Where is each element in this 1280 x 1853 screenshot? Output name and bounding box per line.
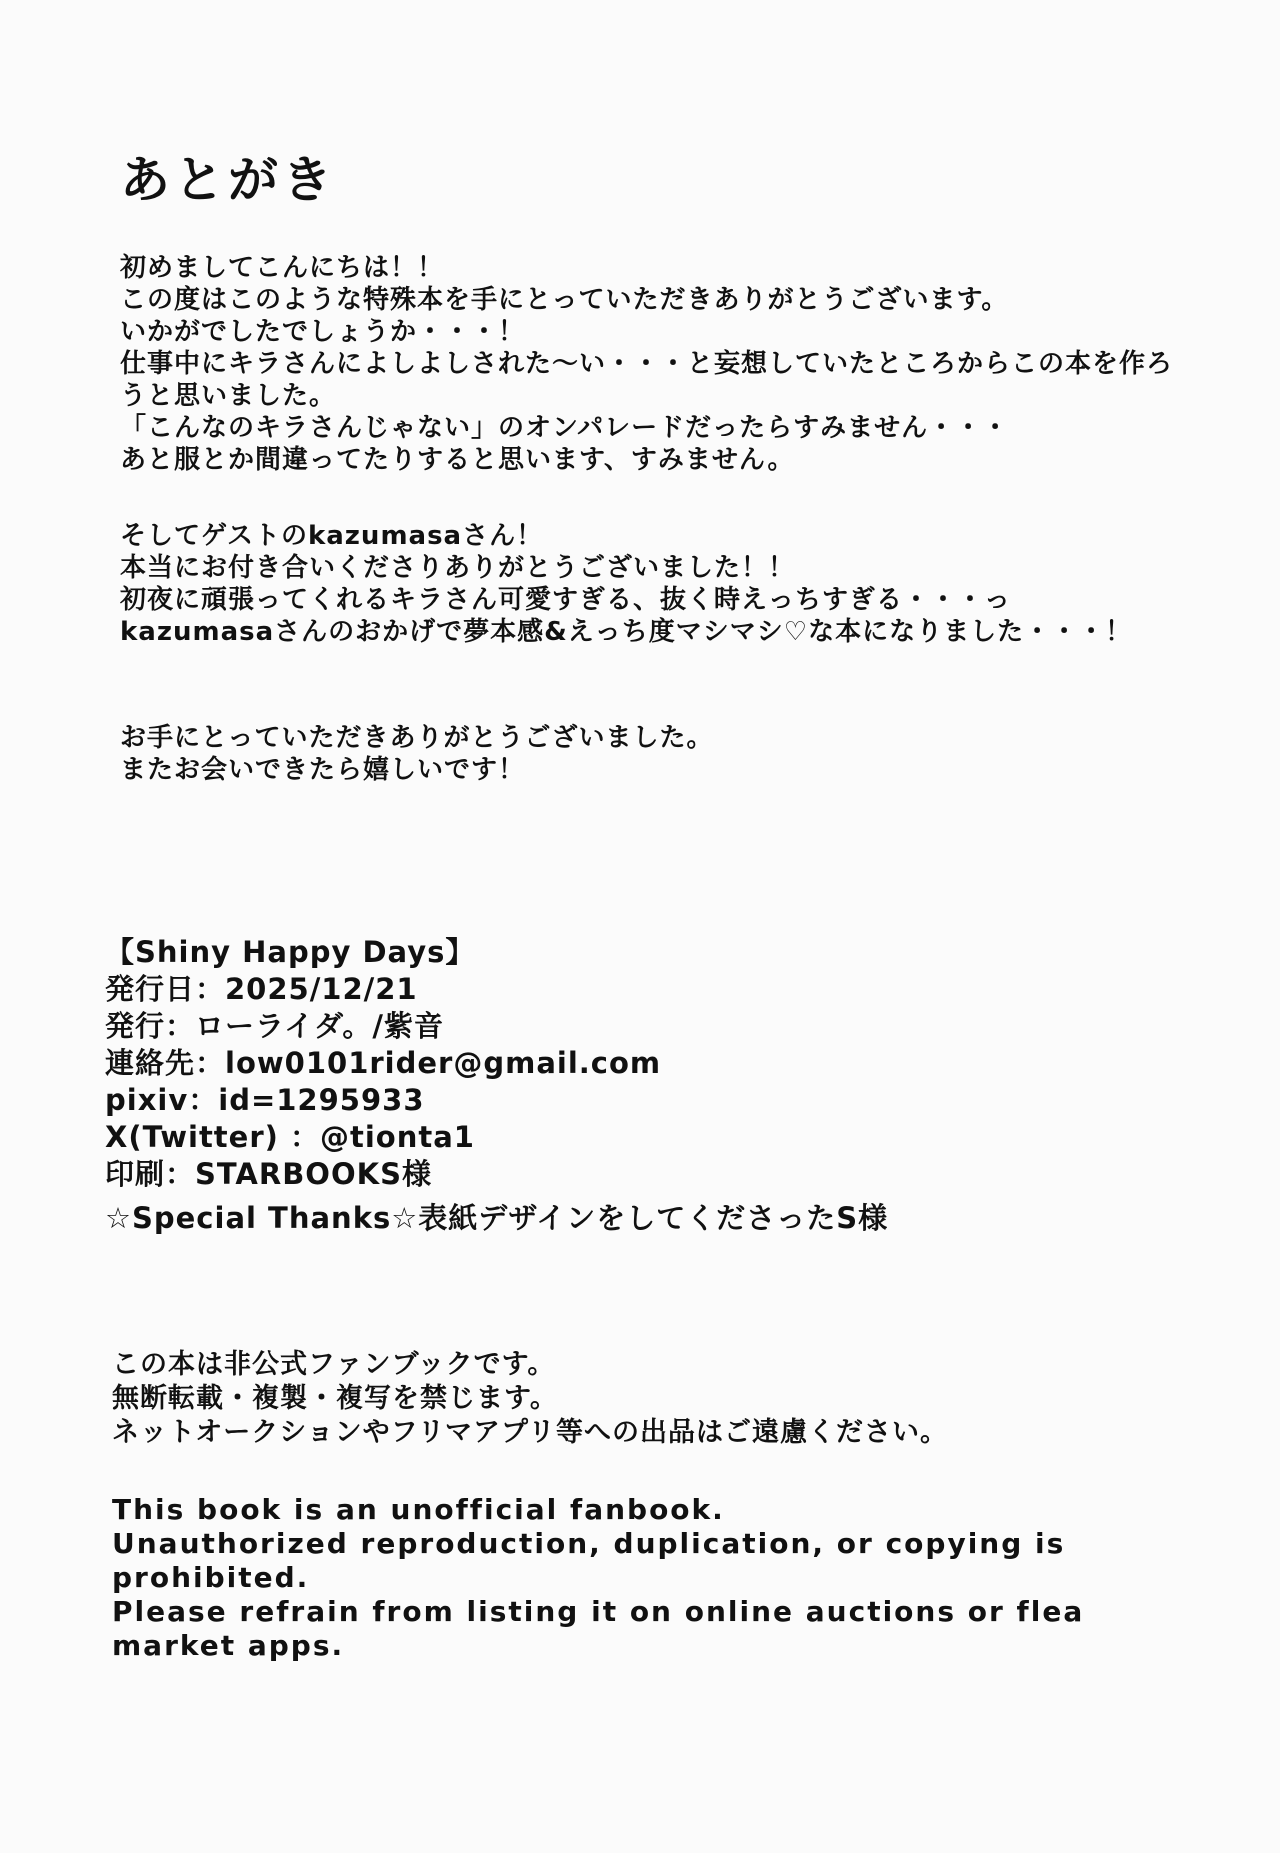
colophon-title: 【Shiny Happy Days】 [105,935,476,969]
text-line: お手にとっていただきありがとうございました。 [120,723,714,753]
text-line: 「こんなのキラさんじゃない」のオンパレードだったらすみません・・・ [120,413,1010,443]
colophon-publisher: 発行：ローライダ。/紫音 [105,1009,444,1043]
notice-line: This book is an unofficial fanbook. [112,1493,725,1526]
text-line: そしてゲストのkazumasaさん！ [120,521,544,551]
special-thanks: ☆Special Thanks☆表紙デザインをしてくださったS様 [105,1201,889,1235]
text-line: うと思いました。 [120,381,337,411]
greeting-paragraph [120,252,1173,476]
colophon-printer: 印刷：STARBOOKS様 [105,1157,432,1191]
colophon-contact: 連絡先：low0101rider@gmail.com [105,1046,662,1080]
text-line: 初夜に頑張ってくれるキラさん可愛すぎる、抜く時えっちすぎる・・・っ [120,585,1012,615]
notice-line: Please refrain from listing it on online auctions or flea [112,1595,1085,1628]
colophon [105,934,661,1193]
page-title: あとがき [120,151,336,209]
text-line: 仕事中にキラさんによしよしされた〜い・・・と妄想していたところからこの本を作ろ [120,349,1174,379]
notice-line: ネットオークションやフリマアプリ等への出品はご遠慮ください。 [112,1417,948,1448]
text-line: 初めましてこんにちは！！ [120,253,445,283]
text-line: またお会いできたら嬉しいです！ [120,755,526,785]
text-line: kazumasaさんのおかげで夢本感&えっち度マシマシ♡な本になりました・・・！ [120,617,1133,647]
guest-thanks-paragraph [120,520,1132,648]
text-line: 本当にお付き合いくださりありがとうございました！！ [120,553,796,583]
colophon-date: 発行日：2025/12/21 [105,972,418,1006]
text-line: この度はこのような特殊本を手にとっていただきありがとうございます。 [120,285,1009,315]
colophon-pixiv: pixiv：id=1295933 [105,1083,425,1117]
notice-line: 無断転載・複製・複写を禁じます。 [112,1383,558,1414]
notice-english [112,1493,1084,1663]
notice-japanese [112,1348,948,1450]
text-line: あと服とか間違ってたりすると思います、すみません。 [120,445,795,475]
notice-line: prohibited. [112,1561,310,1594]
closing-paragraph [120,722,713,786]
notice-line: market apps. [112,1629,345,1662]
notice-line: Unauthorized reproduction, duplication, or copying is [112,1527,1066,1560]
notice-line: この本は非公式ファンブックです。 [112,1349,556,1380]
text-line: いかがでしたでしょうか・・・！ [120,317,526,347]
colophon-twitter: X(Twitter) ：@tionta1 [105,1120,475,1154]
